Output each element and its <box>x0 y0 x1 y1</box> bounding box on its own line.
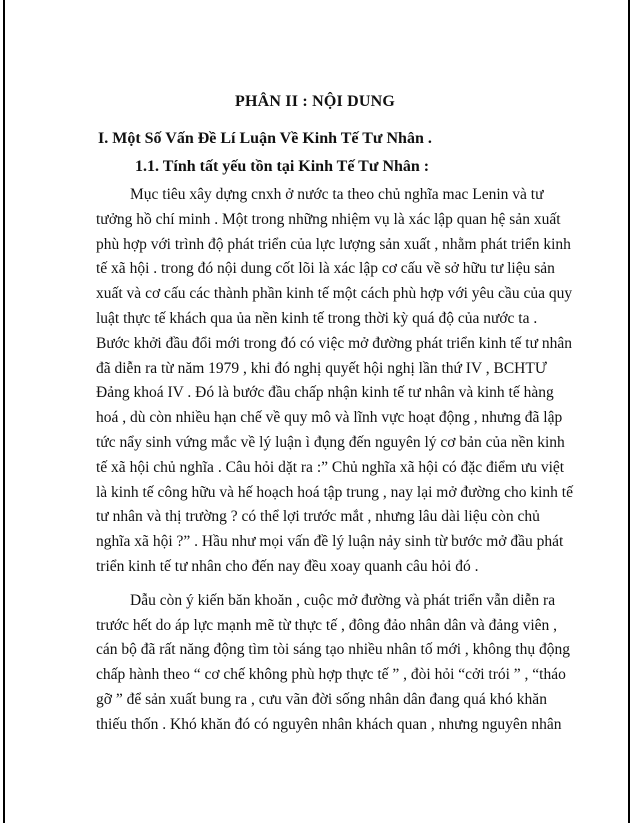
text-line: hoá , dù còn nhiều hạn chế về quy mô và lĩnh vực hoạt động , nhưng đã lập <box>96 409 563 427</box>
heading-level-2: 1.1. Tính tất yếu tồn tại Kinh Tế Tư Nhân : <box>135 158 430 175</box>
text-line: tế xã hội . trong đó nội dung cốt lõi là xác lập cơ cấu về sở hữu tư liệu sản <box>96 260 555 278</box>
text-line: thiếu thốn . Khó khăn đó có nguyên nhân khách quan , nhưng nguyên nhân <box>96 715 562 733</box>
text-line: Mục tiêu xây dựng cnxh ở nước ta theo chủ nghĩa mac Lenin và tư <box>130 186 544 203</box>
body-text <box>96 183 573 738</box>
text-line: tưởng hồ chí minh . Một trong những nhiệm vụ là xác lập quan hệ sản xuất <box>96 210 561 228</box>
text-line: chấp hành theo “ cơ chế không phù hợp thực tế ” , đòi hỏi “cởi trói ” , “tháo <box>96 666 566 684</box>
text-line: nghĩa xã hội ?” . Hầu như mọi vấn đề lý luận nảy sinh từ bước mở đầu phát <box>96 533 564 551</box>
text-line: gỡ ” để sản xuất bung ra , cưu vãn đời sống nhân dân đang quá khó khăn <box>96 690 547 708</box>
text-line: tế xã hội chủ nghĩa . Câu hỏi dặt ra :” Chủ nghĩa xã hội có đặc điểm ưu việt <box>96 458 565 476</box>
text-line: trước hết do áp lực mạnh mẽ từ thực tế , đông đảo nhân dân và đảng viên , <box>96 616 558 634</box>
section-title: PHÂN II : NỘI DUNG <box>234 93 396 110</box>
text-line: cán bộ đã rất năng động tìm tòi sáng tạo nhiều nhân tố mới , không thụ động <box>96 641 570 659</box>
heading-level-1: I. Một Số Vấn Đề Lí Luận Về Kinh Tế Tư Nhân . <box>98 130 432 147</box>
paragraph-1 <box>96 183 573 580</box>
text-line: là kinh tế công hữu và hế hoạch hoá tập trung , nay lại mở đường cho kinh tế <box>96 483 573 501</box>
text-line: xuất và cơ cấu các thành phần kinh tế một cách phù hợp với yêu cầu của quy <box>96 285 573 303</box>
paragraph-2 <box>96 589 570 738</box>
text-line: triển kinh tế tư nhân cho đến nay đều xoay quanh câu hỏi đó . <box>96 557 479 575</box>
text-line: tức nẩy sinh vứng mắc về lý luận ì đụng đến nguyên lý cơ bản của nền kinh <box>96 433 565 451</box>
text-line: Bước khởi đầu đổi mới trong đó có việc mở đường phát triển kinh tế tư nhân <box>96 334 572 352</box>
text-line: tư nhân và thị trường ? có thể lợi trước mắt , nhưng lâu dài liệu còn chủ <box>96 508 540 526</box>
text-line: Đảng khoá IV . Đó là bước đầu chấp nhận kinh tế tư nhân và kinh tế hàng <box>96 384 554 402</box>
text-line: luật thực tế khách qua ủa nền kinh tế trong thời kỳ quá độ của nước ta . <box>96 309 538 327</box>
text-line: phù hợp với trình độ phát triển của lực lượng sản xuất , nhằm phát triển kinh <box>96 235 571 253</box>
text-line: Dẫu còn ý kiến băn khoăn , cuộc mở đường và phát triển vẫn diễn ra <box>130 591 556 609</box>
text-line: đã diễn ra từ năm 1979 , khi đó nghị quyết hội nghị lần thứ IV , BCHTƯ <box>96 359 547 377</box>
